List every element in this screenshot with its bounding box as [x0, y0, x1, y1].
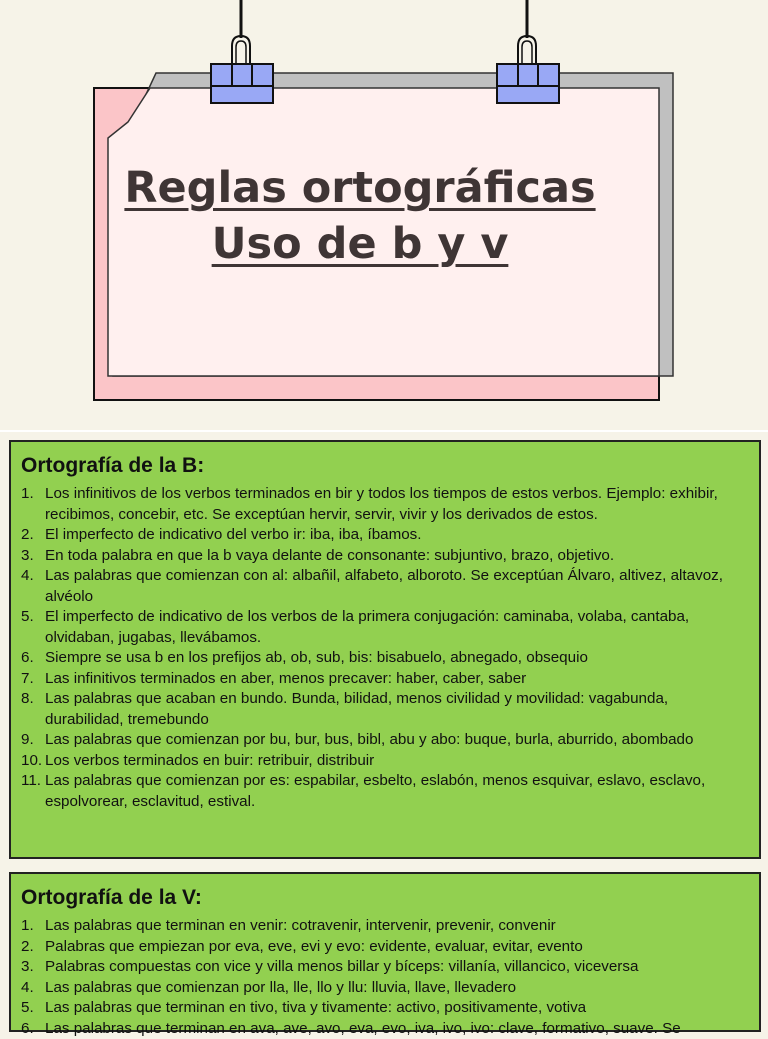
rule-number: 3. [21, 546, 34, 567]
list-item [21, 566, 749, 607]
list-item [21, 998, 749, 1019]
rule-text: Las palabras que comienzan por bu, bur, bus, bibl, abu y abo: buque, burla, aburrido, abombado [45, 731, 693, 748]
rule-number: 3. [21, 957, 34, 978]
rule-text: Las palabras que terminan en venir: cotravenir, intervenir, prevenir, convenir [45, 917, 556, 934]
rule-text: Las palabras que terminan en ava, ave, avo, eva, evo, iva, ivo, ivo: clave, formativo, suave. Se [45, 1020, 681, 1037]
page-title [110, 160, 610, 272]
rule-number: 2. [21, 525, 34, 546]
section-v-heading: Ortografía de la V: [21, 886, 749, 910]
rule-text: Las palabras que comienzan por lla, lle, llo y llu: lluvia, llave, llevadero [45, 979, 516, 996]
title-card-panel [0, 0, 768, 430]
binder-clip-right-icon [497, 36, 559, 103]
list-item [21, 607, 749, 648]
list-item [21, 546, 749, 567]
rule-text: Los verbos terminados en buir: retribuir, distribuir [45, 752, 374, 769]
rule-number: 6. [21, 648, 34, 669]
title-line-2: Uso de b y v [110, 216, 610, 272]
list-item [21, 484, 749, 525]
list-item [21, 1019, 749, 1039]
list-item [21, 669, 749, 690]
rule-number: 5. [21, 998, 34, 1019]
rule-text: Siempre se usa b en los prefijos ab, ob, sub, bis: bisabuelo, abnegado, obsequio [45, 649, 588, 666]
rule-text: El imperfecto de indicativo de los verbos de la primera conjugación: caminaba, volaba, cantaba, olvidaban, jugabas, llevábamos. [45, 608, 689, 646]
rule-number: 1. [21, 484, 34, 505]
list-item [21, 689, 749, 730]
rule-number: 5. [21, 607, 34, 628]
list-item [21, 771, 749, 812]
rule-number: 4. [21, 566, 34, 587]
rule-text: El imperfecto de indicativo del verbo ir: iba, iba, íbamos. [45, 526, 422, 543]
slide-divider [0, 430, 768, 432]
rule-number: 2. [21, 937, 34, 958]
list-item [21, 937, 749, 958]
rule-text: Palabras que empiezan por eva, eve, evi y evo: evidente, evaluar, evitar, evento [45, 938, 583, 955]
list-item [21, 730, 749, 751]
section-b-rule-list [21, 484, 749, 812]
section-v-rule-list [21, 916, 749, 1039]
list-item [21, 525, 749, 546]
rule-text: Las palabras que acaban en bundo. Bunda, bilidad, menos civilidad y movilidad: vagabunda, durabilidad, tremebundo [45, 690, 668, 728]
rule-number: 9. [21, 730, 34, 751]
list-item [21, 916, 749, 937]
list-item [21, 751, 749, 772]
list-item [21, 648, 749, 669]
rule-number: 7. [21, 669, 34, 690]
rule-number: 11. [21, 771, 41, 792]
rule-text: Las palabras que terminan en tivo, tiva y tivamente: activo, positivamente, votiva [45, 999, 586, 1016]
rule-number: 8. [21, 689, 34, 710]
section-b-box [9, 440, 761, 859]
rule-number: 1. [21, 916, 34, 937]
rule-text: Las palabras que comienzan con al: albañil, alfabeto, alboroto. Se exceptúan Álvaro, altivez, altavoz, alvéolo [45, 567, 723, 605]
rule-number: 4. [21, 978, 34, 999]
rule-text: Las palabras que comienzan por es: espabilar, esbelto, eslabón, menos esquivar, eslavo, esclavo, espolvorear, esclavitud, estival. [45, 772, 705, 810]
list-item [21, 978, 749, 999]
rule-text: Palabras compuestas con vice y villa menos billar y bíceps: villanía, villancico, viceversa [45, 958, 638, 975]
rule-number: 6. [21, 1019, 34, 1039]
rule-text: En toda palabra en que la b vaya delante de consonante: subjuntivo, brazo, objetivo. [45, 547, 614, 564]
rule-number: 10. [21, 751, 42, 772]
rule-text: Los infinitivos de los verbos terminados en bir y todos los tiempos de estos verbos. Ejemplo: exhibir, recibimos, concebir, etc. Se exceptúan hervir, servir, vivir y los derivados de estos. [45, 485, 718, 523]
rule-text: Las infinitivos terminados en aber, menos precaver: haber, caber, saber [45, 670, 526, 687]
title-line-1: Reglas ortográficas [110, 160, 610, 216]
section-v-box [9, 872, 761, 1032]
binder-clip-left-icon [211, 36, 273, 103]
section-b-heading: Ortografía de la B: [21, 454, 749, 478]
list-item [21, 957, 749, 978]
